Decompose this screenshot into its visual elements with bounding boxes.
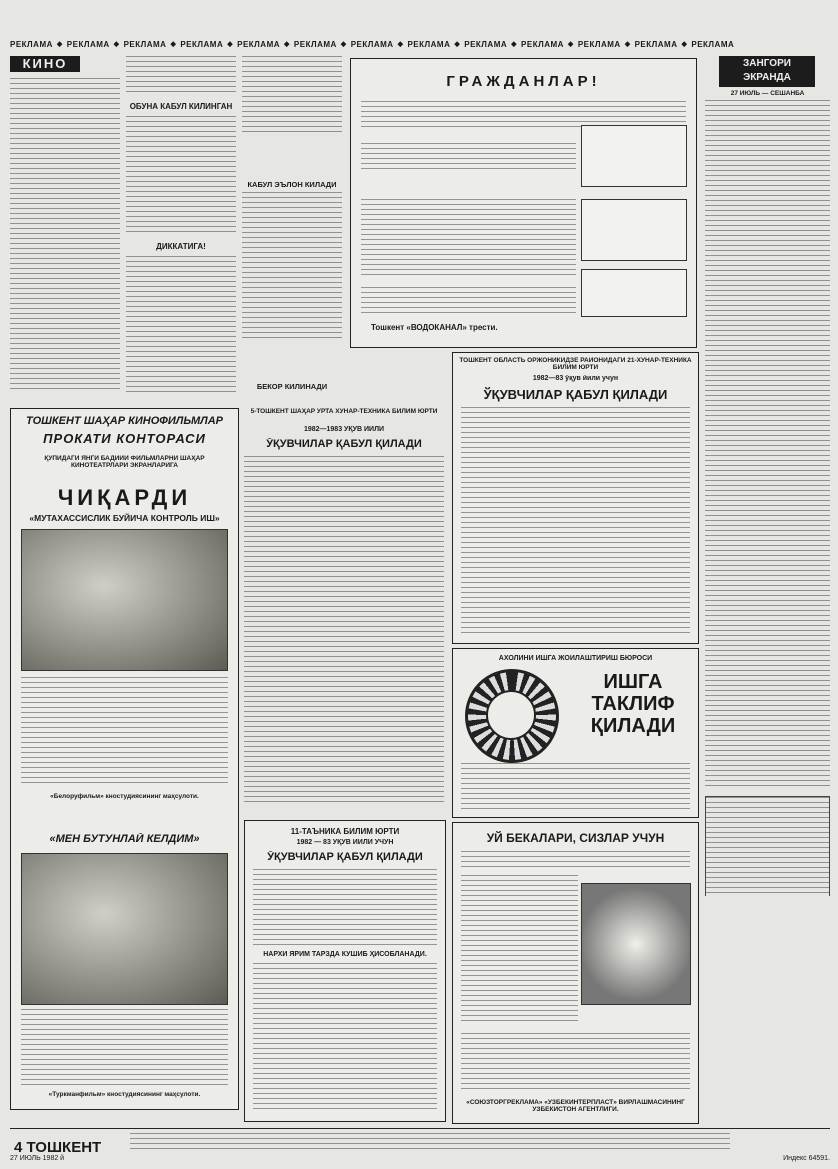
film2-title: «МЕН БУТУНЛАЙ КЕЛДИМ» xyxy=(49,833,200,845)
isshi-line1: ИШГА xyxy=(603,671,663,693)
isshi-header: АХОЛИНИ ИШГА ЖОЙЛАШТИРИШ БЮРОСИ xyxy=(498,655,653,662)
school2-year: 1982 — 83 ЎҚУВ ЙИЛИ УЧУН xyxy=(296,839,394,846)
school1-ad xyxy=(244,408,444,808)
tv-title: ЗАНГОРИ ЭКРАНДА xyxy=(719,56,815,87)
kabul-title: КАБУЛ ЭЪЛОН КИЛАДИ xyxy=(247,180,337,189)
uy-footer: «СОЮЗТОРГРЕКЛАМА» «УЗБЕКИНТЕРПЛАСТ» ВИРЛАШМАСИНИНГ УЗБЕКИСТОН АГЕНТЛИГИ. xyxy=(466,1099,685,1113)
school1-title: ЎҚУВЧИЛАР ҚАБУЛ ҚИЛАДИ xyxy=(266,438,422,450)
kinoprokat-line2: ПРОКАТИ КОНТОРАСИ xyxy=(43,431,206,446)
strip-label: РЕКЛАМА xyxy=(521,39,564,49)
gosplan-emblem xyxy=(465,669,559,763)
school3-title: ЎҚУВЧИЛАР ҚАБУЛ ҚИЛАДИ xyxy=(483,387,668,402)
school3-year: 1982—83 ўқув йили учун xyxy=(532,375,619,382)
faucet-illustration xyxy=(581,199,687,261)
strip-label: РЕКЛАМА xyxy=(350,39,394,49)
strip-label: РЕКЛАМА xyxy=(691,39,735,49)
grazhdanlar-ad xyxy=(350,58,697,348)
grazhdanlar-title: ГРАЖДАНЛАР! xyxy=(446,73,601,90)
footer-logo: 4 ТОШКЕНТ xyxy=(14,1139,102,1156)
film2-still xyxy=(21,853,228,1005)
strip-label: РЕКЛАМА xyxy=(464,39,508,49)
kinoprokat-line1: ТОШКЕНТ ШАҲАР КИНОФИЛЬМЛАР xyxy=(26,415,223,427)
diqqat-title: ДИККАТИГА! xyxy=(156,242,206,251)
kino-listings xyxy=(10,78,120,393)
kinoprokat-sub: ҚУПИДАГИ ЯНГИ БАДИИЙ ФИЛЬМЛАРНИ ШАҲАР КИНОТЕАТРЛАРИ ЭКРАНЛАРИГА xyxy=(44,455,205,469)
film1-credit: «Белоруфильм» кностудиясининг маҳсулоти. xyxy=(50,793,199,800)
film2-credit: «Туркманфильм» кностудиясининг маҳсулоти. xyxy=(48,1091,201,1098)
uy-title: УЙ БЕКАЛАРИ, СИЗЛАР УЧУН xyxy=(486,831,665,845)
ishga-taklif-ad xyxy=(452,648,699,818)
sink-illustration xyxy=(581,269,687,317)
strip-label: РЕКЛАМА xyxy=(66,39,110,49)
kabul-column xyxy=(242,56,342,396)
water-pipe-illustration xyxy=(581,125,687,187)
school1-year: 1982—1983 ЎҚУВ ЙИЛИ xyxy=(303,426,385,433)
tv-listings xyxy=(705,100,830,790)
strip-label: РЕКЛАМА xyxy=(123,39,167,49)
small-ads-column xyxy=(126,56,236,396)
school2-header: 11-ТАЪНИКА БИЛИМ ЮРТИ xyxy=(290,827,400,836)
reklama-strip: РЕКЛАМА ◆ РЕКЛАМА ◆ РЕКЛАМА ◆ РЕКЛАМА ◆ РЕКЛАМА ◆ РЕКЛАМА ◆ РЕКЛАМА ◆ РЕКЛАМА ◆ РЕКЛАМА ◆ РЕКЛАМА ◆ РЕКЛАМА ◆ РЕКЛАМА ◆ РЕКЛАМА xyxy=(10,39,735,49)
page-footer xyxy=(10,1128,830,1161)
school3-ad xyxy=(452,352,699,644)
strip-label: РЕКЛАМА xyxy=(577,39,621,49)
isshi-line2: ТАКЛИФ xyxy=(591,693,675,715)
school2-note: НАРХИ ЯРИМ ТАРЗДА КУШИБ ҲИСОБЛАНАДИ. xyxy=(263,951,427,958)
strip-label: РЕКЛАМА xyxy=(237,39,281,49)
strip-label: РЕКЛАМА xyxy=(407,39,451,49)
obuna-title: ОБУНА КАБУЛ КИЛИНГАН xyxy=(129,102,233,111)
isshi-line3: ҚИЛАДИ xyxy=(590,715,676,737)
uy-bekalari-ad xyxy=(452,822,699,1124)
footer-index: Индекс 64591. xyxy=(783,1155,830,1162)
film1-still xyxy=(21,529,228,671)
strip-label: РЕКЛАМА xyxy=(180,39,224,49)
strip-label: РЕКЛАМА xyxy=(10,39,53,49)
kinoprokat-big: ЧИҚАРДИ xyxy=(57,485,192,510)
film1-title: «МУТАХАССИСЛИК БУЙИЧА КОНТРОЛЬ ИШ» xyxy=(29,513,220,523)
school2-title: ЎҚУВЧИЛАР ҚАБУЛ ҚИЛАДИ xyxy=(267,851,423,863)
school3-header: ТОШКЕНТ ОБЛАСТЬ ОРЖОНИКИДЗЕ РАЙОНИДАГИ 21-ХУНАР-ТЕХНИКА БИЛИМ ЮРТИ xyxy=(459,357,692,371)
grazhdanlar-signature: Тошкент «ВОДОКАНАЛ» трести. xyxy=(371,323,498,332)
strip-label: РЕКЛАМА xyxy=(634,39,678,49)
kino-column xyxy=(10,56,120,396)
tv-column xyxy=(705,56,830,896)
kinoprokat-ad xyxy=(10,408,239,1110)
kino-title: КИНО xyxy=(10,56,80,72)
strip-label: РЕКЛАМА xyxy=(293,39,337,49)
bekor-title: БЕКОР КИЛИНАДИ xyxy=(256,382,328,391)
tv-date: 27 ИЮЛЬ — СЕШАНБА xyxy=(730,90,805,97)
appliance-illustration xyxy=(581,883,691,1005)
footer-date: 27 ИЮЛЬ 1982 й xyxy=(10,1155,65,1162)
school2-ad xyxy=(244,820,446,1122)
school1-header: 5-ТОШКЕНТ ШАҲАР ЎРТА ХУНАР-ТЕХНИКА БИЛИМ ЮРТИ xyxy=(250,408,438,415)
